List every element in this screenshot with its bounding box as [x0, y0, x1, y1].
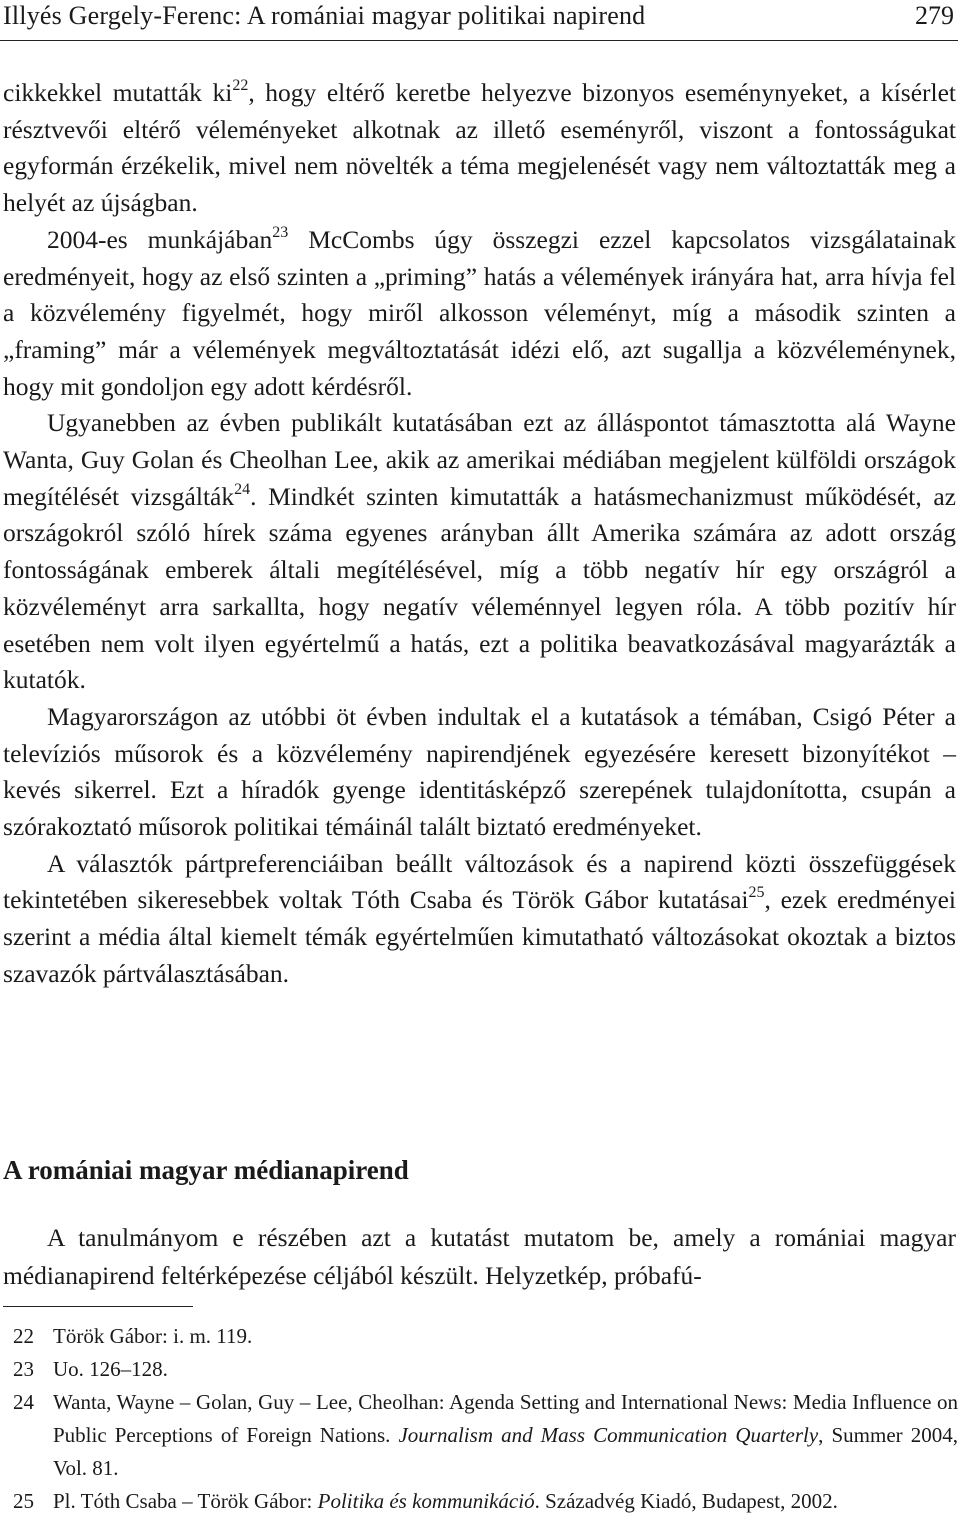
- text-run: . Századvég Kiadó, Budapest, 2002.: [534, 1489, 838, 1513]
- text-run: Wanta, Wayne – Golan, Guy – Lee, Cheolhan: Agenda Setting and International News: Media Influence on Public Perceptions of Foreign Nations.: [53, 1390, 958, 1447]
- footnote-reference: 23: [272, 223, 289, 241]
- text-run: Magyarországon az utóbbi öt évben indultak el a kutatások a témában, Csigó Péter a televíziós műsorok és a közvélemény napirendjének egyezésére keresett bizonyítékot – kevés sikerrel. Ezt a híradók gyenge identitásképző szerepének tulajdonította, csupán a szórakoztató műsorok politikai témáinál talált biztató eredményeket.: [3, 701, 956, 842]
- footnote: [3, 1386, 958, 1485]
- footnote-reference: 25: [748, 884, 765, 902]
- footnote: [3, 1353, 958, 1386]
- text-run: McCombs úgy összegzi ezzel kapcsolatos vizsgálatainak eredményeit, hogy az első szinten a „priming” hatás a vélemények irányára hat, arra hívja fel a közvélemény figyelmét, hogy miről alkosson véleményt, míg a második szinten a „framing” már a vélemények megváltoztatását idézi elő, azt sugallja a közvéleménynek, hogy mit gondoljon egy adott kérdésről.: [3, 224, 956, 401]
- footnote-reference: 24: [234, 480, 251, 498]
- footnote-number: 23: [13, 1357, 34, 1381]
- text-run: Pl. Tóth Csaba – Török Gábor:: [53, 1489, 318, 1513]
- footnote-number: 22: [13, 1324, 34, 1348]
- footnote-reference: 22: [232, 77, 249, 94]
- section-heading: A romániai magyar médianapirend: [3, 1155, 409, 1185]
- text-run: A választók pártpreferenciáiban beállt változások és a napirend közti összefüggések tekintetében sikeresebbek voltak Tóth Csaba és Török Gábor kutatásai: [3, 848, 956, 915]
- footnote-number: 25: [13, 1489, 34, 1513]
- body-text: [3, 75, 956, 993]
- text-run: , Summer 2004, Vol. 81.: [53, 1423, 958, 1480]
- footnote: [3, 1485, 958, 1518]
- text-run: Uo. 126–128.: [53, 1357, 168, 1381]
- paragraph: [3, 75, 956, 222]
- italic-text: Politika és kommunikáció: [317, 1489, 535, 1513]
- text-run: cikkekkel mutatták ki: [3, 78, 233, 107]
- footnote-text: [53, 1489, 838, 1513]
- footnote-text: [53, 1357, 168, 1381]
- footnote-separator: [3, 1306, 193, 1307]
- running-title: Illyés Gergely-Ferenc: A romániai magyar politikai napirend: [3, 1, 646, 30]
- paragraph: A tanulmányom e részében azt a kutatást mutatom be, amely a romániai magyar médianapirend feltérképezése céljából készült. Helyzetkép, próbafú-: [3, 1223, 956, 1290]
- text-run: 2004-es munkájában: [47, 224, 273, 254]
- text-run: Ugyanebben az évben publikált kutatásában ezt az álláspontot támasztotta alá Wayne Wanta, Guy Golan és Cheolhan Lee, akik az amerikai médiában megjelent külföldi országok megítélését vizsgálták: [3, 408, 956, 511]
- paragraph: [3, 699, 956, 846]
- footnote-text: [53, 1390, 958, 1480]
- paragraph: [3, 222, 956, 406]
- text-run: , ezek eredményei szerint a média által kiemelt témák egyértelműen kimutatható változásokat okoztak a biztos szavazók pártválasztásában.: [3, 885, 956, 988]
- text-run: . Mindkét szinten kimutatták a hatásmechanizmust működését, az országokról szóló hírek száma egyenes arányban állt Amerika számára az adott ország fontosságának emberek általi megítélésével, míg a több negatív hír egy országról a közvéleményt arra sarkallta, hogy negatív véleménnyel legyen róla. A több pozitív hír esetében nem volt ilyen egyértelmű a hatás, ezt a politika beavatkozásával magyarázták a kutatók.: [3, 481, 956, 695]
- page-number: 279: [915, 1, 954, 30]
- footnote-number: 24: [13, 1390, 34, 1414]
- footnotes: [3, 1320, 958, 1518]
- paragraph: [3, 405, 956, 699]
- section-text: [3, 1219, 956, 1295]
- paragraph: [3, 846, 956, 993]
- italic-text: Journalism and Mass Communication Quarterly: [398, 1423, 819, 1447]
- running-header: [0, 0, 958, 41]
- text-run: Török Gábor: i. m. 119.: [53, 1324, 253, 1348]
- footnote-text: [53, 1324, 252, 1348]
- footnote: [3, 1320, 958, 1353]
- text-run: , hogy eltérő keretbe helyezve bizonyos eseménynyeket, a kísérlet résztvevői eltérő véleményeket alkotnak az illető eseményről, viszont a fontosságukat egyformán érzékelik, mivel nem növelték a téma megjelenését vagy nem változtatták meg a helyét az újságban.: [3, 78, 957, 218]
